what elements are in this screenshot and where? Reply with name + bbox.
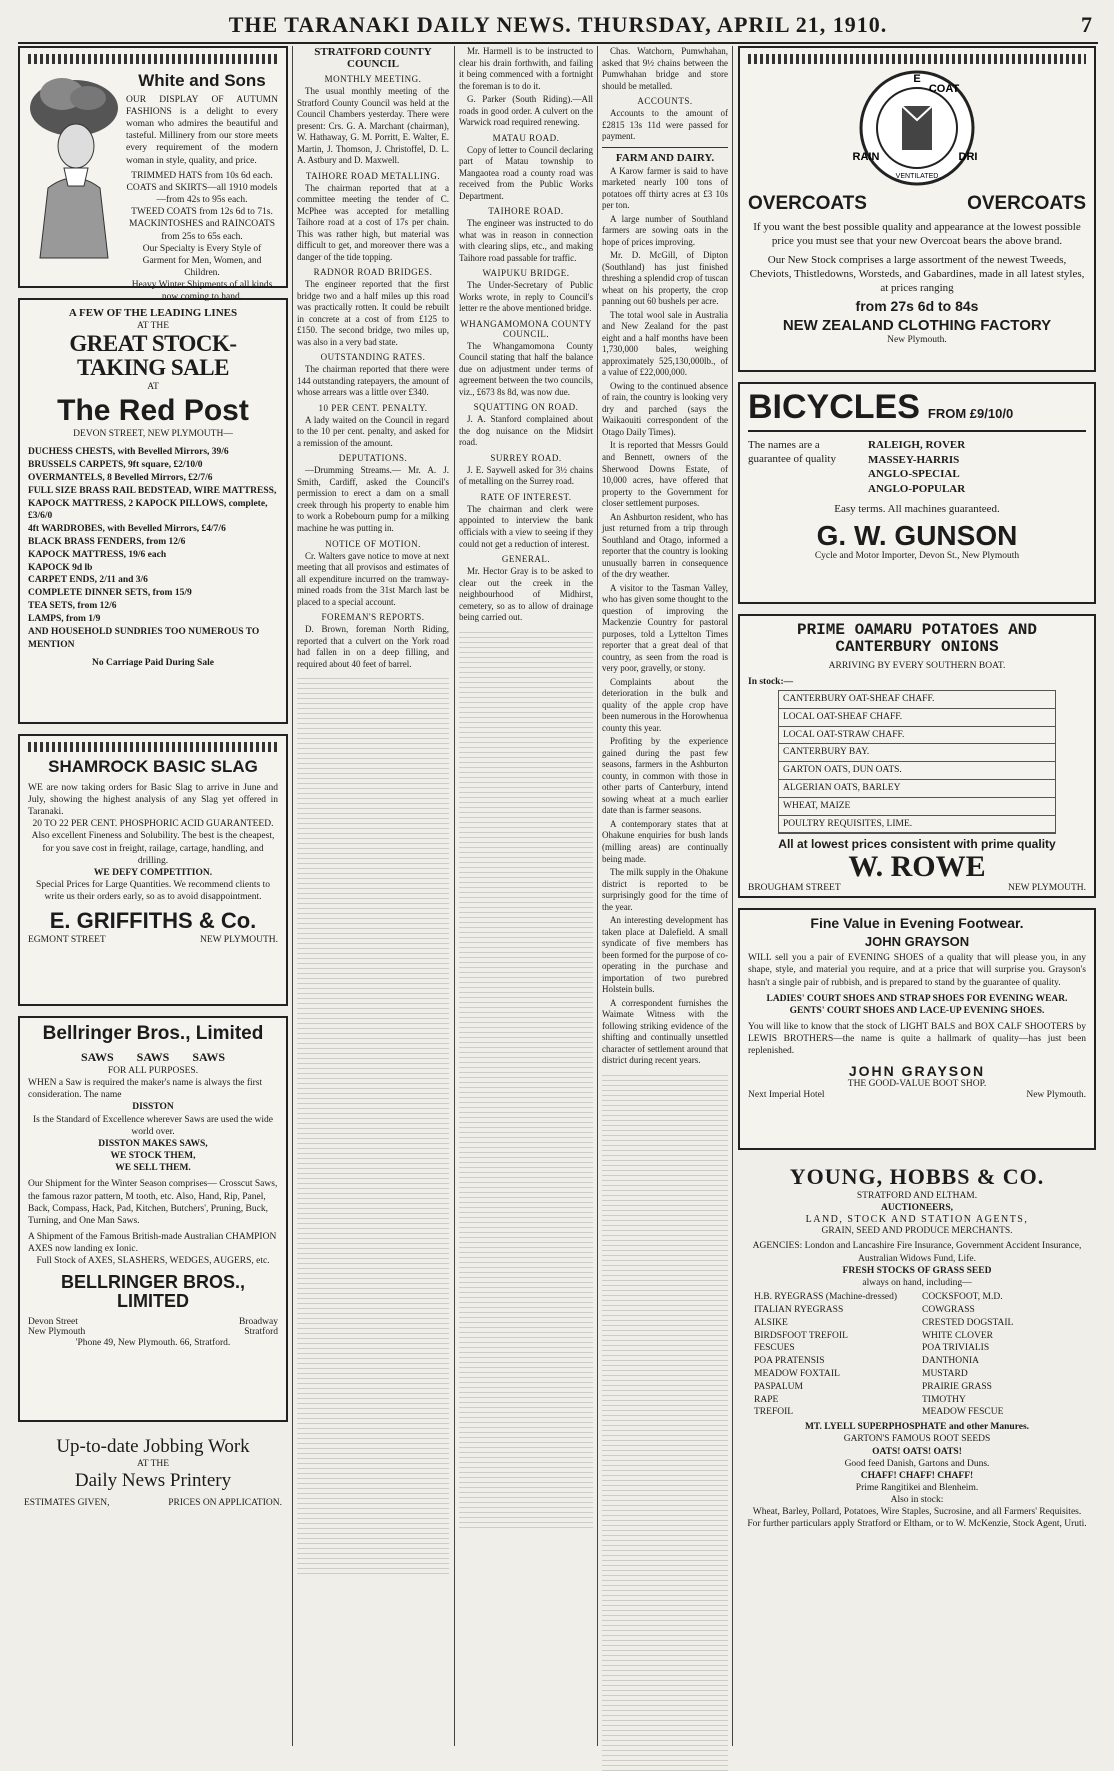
- article-subhead: WHANGAMOMONA COUNTY COUNCIL.: [460, 318, 592, 339]
- divider: [602, 147, 728, 148]
- article-subhead: GENERAL.: [501, 554, 551, 565]
- seed-item: H.B. RYEGRASS (Machine-dressed): [754, 1292, 898, 1303]
- seed-item: CRESTED DOGSTAIL: [922, 1317, 1014, 1328]
- article-paragraph: G. Parker (South Riding).—All roads in good order. A culvert on the Warwick road required renewing.: [459, 94, 593, 128]
- article-title: STRATFORD COUNTY COUNCIL: [314, 46, 432, 70]
- article-paragraph: The Whangamomona County Council stating that half the balance due on adjustment under terms of agreement between the two councils, viz., £673 8s 8d, was now due.: [459, 340, 593, 397]
- bellringer-champion: A Shipment of the Famous British-made Australian CHAMPION AXES now landing ex Ionic.: [28, 1231, 277, 1255]
- column-rule: [597, 46, 598, 1746]
- article-paragraph: A Karow farmer is said to have marketed nearly 100 tons of potatoes off thirty acres at £3 10s per ton.: [602, 165, 728, 211]
- nz-clothing-town: New Plymouth.: [887, 334, 947, 345]
- article-subhead: DEPUTATIONS.: [338, 453, 408, 464]
- white-sons-line: COATS and SKIRTS—all 1910 models—from 42s to 95s each.: [126, 182, 278, 206]
- raincoat-crest-icon: [842, 68, 992, 188]
- shamrock-more: Also excellent Fineness and Solubility. The best is the cheapest, for you save cost in freight, railage, cartage, handling, and drilling.: [31, 831, 275, 866]
- article-subhead: ACCOUNTS.: [637, 96, 693, 107]
- article-subhead: FOREMAN'S REPORTS.: [321, 612, 425, 623]
- shamrock-body: WE are now taking orders for Basic Slag to arrive in June and July, showing the highest analysis of any Slag yet offered in Taranaki.: [28, 782, 278, 818]
- seed-item: PRAIRIE GRASS: [922, 1381, 992, 1392]
- bellringer-sell: WE SELL THEM.: [115, 1163, 191, 1174]
- seed-list-right: [922, 1291, 1080, 1419]
- crest-right: DRI: [958, 151, 978, 163]
- bicycles-title: BICYCLES: [748, 388, 920, 426]
- article-subhead: NOTICE OF MOTION.: [325, 538, 421, 549]
- shamrock-title: SHAMROCK BASIC SLAG: [48, 757, 258, 776]
- footwear-title: Fine Value in Evening Footwear.: [810, 915, 1024, 931]
- crest-coat: COAT: [928, 83, 960, 95]
- oamaru-tagline: All at lowest prices consistent with prime quality: [778, 837, 1056, 852]
- decorative-border: [28, 742, 278, 752]
- rowe-name: W. ROWE: [848, 850, 986, 883]
- article-paragraph: The Under-Secretary of Public Works wrote, in reply to Council's letter re the above mentioned bridge.: [459, 280, 593, 314]
- article-subhead: TAIHORE ROAD METALLING.: [305, 170, 441, 181]
- jobbing-estimates: ESTIMATES GIVEN,: [24, 1498, 110, 1509]
- text-lines-texture: [459, 628, 593, 1528]
- white-sons-line: TWEED COATS from 12s 6d to 71s.: [131, 207, 273, 218]
- seed-item: TIMOTHY: [922, 1394, 966, 1405]
- article-subhead: RATE OF INTEREST.: [480, 491, 572, 502]
- bellringer-shipment: Our Shipment for the Winter Season comprises— Crosscut Saws, the famous razor pattern, M tooth, etc. Also, Hand, Rip, Panel, Back, Compass, Hack, Pad, Kitchen, Butchers', Pruning, Buck, Turning, and One Man Saws.: [28, 1179, 278, 1226]
- bellringer-phone: 'Phone 49, New Plymouth. 66, Stratford.: [75, 1338, 231, 1349]
- young-hobbs-also: Also in stock:: [890, 1495, 944, 1506]
- young-hobbs-oats: OATS! OATS! OATS!: [872, 1446, 962, 1457]
- seed-item: PASPALUM: [754, 1381, 803, 1392]
- column-5: [738, 46, 1096, 1746]
- griffiths-street: EGMONT STREET: [28, 934, 106, 945]
- young-hobbs-chaff: CHAFF! CHAFF! CHAFF!: [860, 1470, 974, 1481]
- column-2-article: [297, 46, 449, 1746]
- young-hobbs-sub2: AUCTIONEERS,: [880, 1203, 954, 1214]
- footwear-p1: WILL sell you a pair of EVENING SHOES of a quality that will please you, in any shape, style, and material you require, and at a price that will surprise you. Grayson's hasn't a single pair of rubbish, and is prepared to stand by the guarantee of quality.: [748, 953, 1086, 988]
- young-hobbs-ad: [738, 1160, 1096, 1535]
- column-rule: [454, 46, 455, 1746]
- nz-clothing-factory: NEW ZEALAND CLOTHING FACTORY: [782, 317, 1052, 335]
- red-post-item: DUCHESS CHESTS, with Bevelled Mirrors, 39/6: [28, 447, 229, 458]
- red-post-item: COMPLETE DINNER SETS, from 15/9: [28, 588, 192, 599]
- overcoats-price: from 27s 6d to 84s: [855, 298, 979, 315]
- bellringer-disston: DISSTON: [132, 1102, 174, 1113]
- jobbing-line2: Daily News Printery: [74, 1470, 232, 1492]
- oamaru-items: [778, 690, 1056, 835]
- column-rule: [732, 46, 733, 1746]
- red-post-headline: GREAT STOCK-TAKING SALE: [69, 331, 237, 381]
- oamaru-item: LOCAL OAT-SHEAF CHAFF.: [779, 709, 1055, 727]
- overcoats-heading-right: OVERCOATS: [967, 193, 1086, 214]
- bellringer-standard: Is the Standard of Excellence wherever Saws are used the wide world over.: [32, 1114, 274, 1137]
- article-subhead: SQUATTING ON ROAD.: [473, 402, 579, 413]
- decorative-border: [748, 54, 1086, 64]
- article-paragraph: A large number of Southland farmers are sowing oats in the hope of prices improving.: [602, 213, 728, 247]
- red-post-ad: [18, 298, 288, 724]
- seed-item: BIRDSFOOT TREFOIL: [754, 1330, 848, 1341]
- griffiths-town: NEW PLYMOUTH.: [199, 934, 278, 945]
- shamrock-defy: WE DEFY COMPETITION.: [93, 867, 213, 878]
- bellringer-purposes: FOR ALL PURPOSES.: [107, 1065, 199, 1076]
- white-sons-name: White and Sons: [138, 71, 266, 90]
- footwear-l2: GENTS' COURT SHOES AND LACE-UP EVENING SHOES.: [789, 1005, 1045, 1016]
- young-hobbs-sub1: STRATFORD AND ELTHAM.: [856, 1191, 978, 1201]
- red-post-at: AT: [147, 381, 159, 392]
- bellringer-stock: WE STOCK THEM,: [110, 1151, 196, 1162]
- seed-item: POA PRATENSIS: [754, 1356, 825, 1367]
- jobbing-prices: PRICES ON APPLICATION.: [168, 1498, 282, 1509]
- oamaru-instock: In stock:—: [748, 676, 794, 687]
- griffiths-name: E. GRIFFITHS & Co.: [49, 908, 257, 934]
- young-hobbs-lyell: MT. LYELL SUPERPHOSPHATE and other Manures.: [804, 1422, 1030, 1433]
- oamaru-item: CANTERBURY BAY.: [779, 744, 1055, 762]
- young-hobbs-sub4: GRAIN, SEED AND PRODUCE MERCHANTS.: [821, 1226, 1013, 1237]
- page-number: 7: [1081, 12, 1092, 37]
- article-paragraph: J. A. Stanford complained about the dog nuisance on the Midsirt road.: [459, 414, 593, 448]
- overcoats-heading-left: OVERCOATS: [748, 193, 867, 214]
- bicycle-brand: MASSEY-HARRIS: [868, 453, 960, 466]
- bicycle-brand: ANGLO-SPECIAL: [868, 468, 960, 481]
- shamrock-ad: [18, 734, 288, 1006]
- column-3-article: [459, 46, 593, 1746]
- article-paragraph: An Ashburton resident, who has just returned from a trip through Southland and Otago, informed a reporter that the country is looking unusually barren in consequence of the dry weather.: [602, 511, 728, 580]
- overcoats-p1: If you want the best possible quality and appearance at the lowest possible price you must see that your new Overcoat bears the above brand.: [753, 220, 1081, 248]
- article-paragraph: Copy of letter to Council declaring part of Matau township to Mangaotea road a county road was received from the Public Works Department.: [459, 144, 593, 201]
- white-sons-line: MACKINTOSHES and RAINCOATS from 25s to 65s each.: [128, 219, 276, 242]
- bellringer-axes: Full Stock of AXES, SLASHERS, WEDGES, AUGERS, etc.: [36, 1256, 270, 1267]
- shamrock-special: Special Prices for Large Quantities. We recommend clients to write us their orders early, so as to avoid disappointment.: [36, 880, 270, 903]
- seed-list-left: [754, 1291, 912, 1419]
- seed-item: POA TRIVIALIS: [922, 1343, 990, 1354]
- red-post-item: 4ft WARDROBES, with Bevelled Mirrors, £4/7/6: [28, 524, 226, 535]
- red-post-item: KAPOCK MATTRESS, 19/6 each: [28, 549, 167, 560]
- seed-item: ITALIAN RYEGRASS: [754, 1304, 844, 1315]
- article-paragraph: Mr. Harmell is to be instructed to clear his drain forthwith, and failing it being commenced with a fortnight the foreman is to do it.: [459, 46, 593, 91]
- article-subhead: OUTSTANDING RATES.: [320, 352, 426, 363]
- article-paragraph: D. Brown, foreman North Riding, reported that a culvert on the York road had fallen in on a deep filling, and required about 40 feet of barrel.: [297, 624, 449, 669]
- bellringer-footer-name: BELLRINGER BROS., LIMITED: [60, 1272, 245, 1312]
- red-post-at-the: AT THE: [136, 321, 170, 332]
- article-subtitle: MONTHLY MEETING.: [324, 74, 422, 84]
- red-post-item: FULL SIZE BRASS RAIL BEDSTEAD, WIRE MATTRESS, KAPOCK MATTRESS, 2 KAPOCK PILLOWS, complete, £3/6/0: [28, 485, 277, 522]
- young-hobbs-particulars: For further particulars apply Stratford or Eltham, or to W. McKenzie, Stock Agent, Uruti.: [747, 1519, 1087, 1530]
- lady-hat-illustration: [28, 68, 120, 258]
- red-post-item: OVERMANTELS, 8 Bevelled Mirrors, £2/7/6: [28, 472, 213, 483]
- seed-item: COWGRASS: [922, 1304, 975, 1315]
- text-lines-texture: [297, 674, 449, 1574]
- bellringer-np: New Plymouth: [28, 1327, 86, 1338]
- white-sons-intro: OUR DISPLAY OF AUTUMN FASHIONS is a delight to every woman who admires the beautiful and tasteful. Millinery from our store meets every requirement of the modern woman in style, quality, and price.: [126, 94, 278, 166]
- bellringer-makes: DISSTON MAKES SAWS,: [98, 1138, 208, 1149]
- oamaru-item: POULTRY REQUISITES, LIME.: [779, 816, 1055, 834]
- young-hobbs-fresh: FRESH STOCKS OF GRASS SEED: [842, 1265, 992, 1276]
- masthead-title: THE TARANAKI DAILY NEWS. THURSDAY, APRIL 21, 1910.: [228, 12, 888, 37]
- article-paragraph: Mr. Hector Gray is to be asked to clear out the creek in the neighbourhood of Midhirst, cemetery, so as to allow of drainage being carried out.: [459, 566, 593, 623]
- article-paragraph: A correspondent furnishes the Waimate Witness with the following striking evidence of the shifting and continually unsettled character of settlement around that district during recent years.: [602, 997, 728, 1066]
- article-paragraph: It is reported that Messrs Gould and Bennett, owners of the Sherwood Downs Estate, of 10,000 acres, have offered that property to the Government for closer settlement purposes.: [602, 440, 728, 509]
- article-paragraph: Mr. D. McGill, of Dipton (Southland) has just finished threshing a splendid crop of tuscan wheat on his property, the crop panning out 60 bushels per acre.: [602, 250, 728, 307]
- oamaru-arriving: ARRIVING BY EVERY SOUTHERN BOAT.: [828, 660, 1006, 671]
- oamaru-item: ALGERIAN OATS, BARLEY: [779, 780, 1055, 798]
- bicycles-from: FROM £9/10/0: [927, 406, 1014, 421]
- article-paragraph: The usual monthly meeting of the Stratford County Council was held at the Council Chambers yesterday. There were present: Crs. G. A. Marchant (chairman), W. Hathaway, G. M. Porritt, E. Walter, E. Martin, J. Thomson, J. Christoffel, D. L. A. Astbury and D. Maxwell.: [297, 86, 449, 166]
- bellringer-saws: SAWS SAWS SAWS: [80, 1049, 226, 1064]
- young-hobbs-danish: Good feed Danish, Gartons and Duns.: [844, 1458, 990, 1469]
- article-paragraph: Complaints about the deterioration in the bulk and quality of the apple crop have been numerous in the Horowhenua county this year.: [602, 676, 728, 733]
- footwear-town: New Plymouth.: [1026, 1090, 1086, 1101]
- article-paragraph: The chairman and clerk were appointed to interview the bank officials with a view to seeing if they could not get a reduction of interest.: [459, 503, 593, 549]
- article-paragraph: Profiting by the experience gained during the past few seasons, farmers in the Ashburton county, in common with those in other parts of Canterbury, intend sowing wheat at a much earlier date than is farmer seasons.: [602, 736, 728, 816]
- overcoats-ad: [738, 46, 1096, 372]
- article-paragraph: The chairman reported that there were 144 outstanding ratepayers, the amount of whose arrears was a little over £340.: [297, 364, 449, 398]
- footwear-ad: [738, 908, 1096, 1150]
- article-paragraph: An interesting development has taken place at Dalefield. A small syndicate of five members has been formed for the purpose of co-operating in the purchase and importation of two purebred Holstein bulls.: [602, 915, 728, 995]
- article-subhead: 10 PER CENT. PENALTY.: [318, 402, 428, 413]
- article-paragraph: The engineer was instructed to do what was in reason in connection with clearing slips, etc., and making Taihore road passable for traffic.: [459, 218, 593, 263]
- red-post-item: KAPOCK 9d lb: [28, 562, 93, 573]
- red-post-item: AND HOUSEHOLD SUNDRIES TOO NUMEROUS TO MENTION: [28, 626, 260, 650]
- article-paragraph: A visitor to the Tasman Valley, who has given some thought to the question of improving the Mackenzie Country for pastoral purposes, told a Lyttelton Times reporter that a great deal of that country, as seen from the road is very poor, gravelly, or stony.: [602, 582, 728, 674]
- gunson-name: G. W. GUNSON: [816, 520, 1018, 552]
- seed-item: DANTHONIA: [922, 1356, 979, 1367]
- young-hobbs-wheat: Wheat, Barley, Pollard, Potatoes, Wire Staples, Sucrosine, and all Farmers' Requisites.: [752, 1507, 1082, 1518]
- oamaru-ad: [738, 614, 1096, 898]
- footwear-next: Next Imperial Hotel: [748, 1090, 825, 1101]
- white-sons-line: Heavy Winter Shipments of all kinds now coming to hand.: [131, 280, 273, 303]
- masthead: [18, 8, 1098, 44]
- column-rule: [292, 46, 293, 1746]
- article-paragraph: —Drumming Streams.— Mr. A. J. Smith, Cardiff, asked the Council's permission to erect a dam on a small creek through his property to enable him to work a Robebourn pump for a milking machine he was putting in.: [297, 465, 449, 533]
- column-4-article: [602, 46, 728, 1746]
- article-subhead: WAIPUKU BRIDGE.: [482, 268, 570, 279]
- oamaru-item: CANTERBURY OAT-SHEAF CHAFF.: [779, 691, 1055, 709]
- jobbing-line1: Up-to-date Jobbing Work: [56, 1436, 250, 1457]
- rowe-town: NEW PLYMOUTH.: [1007, 882, 1086, 893]
- crest-bottom: VENTILATED: [895, 173, 939, 180]
- article-paragraph: Chas. Watchorn, Pumwhahan, asked that 9½ chains between the Pumwhahan bridge and store should be metalled.: [602, 46, 728, 91]
- bicycles-guarantee: The names are a guarantee of quality: [748, 438, 836, 465]
- seed-item: COCKSFOOT, M.D.: [922, 1292, 1003, 1303]
- bellringer-stratford: Stratford: [244, 1327, 278, 1338]
- young-hobbs-prime: Prime Rangitikei and Blenheim.: [855, 1483, 979, 1493]
- bicycle-brands: [868, 438, 1086, 497]
- red-post-kicker: A FEW OF THE LEADING LINES: [68, 307, 238, 319]
- decorative-border: [28, 54, 278, 64]
- footwear-p2: You will like to know that the stock of LIGHT BALS and BOX CALF SHOOTERS by LEWIS BROTHERS—the name is quite a hallmark of quality—has just been replenished.: [748, 1022, 1086, 1057]
- young-hobbs-title: YOUNG, HOBBS & CO.: [789, 1164, 1045, 1189]
- oamaru-item: WHEAT, MAIZE: [779, 798, 1055, 816]
- article-paragraph: Accounts to the amount of £2815 13s 11d were passed for payment.: [602, 108, 728, 142]
- seed-item: TREFOIL: [754, 1407, 794, 1418]
- red-post-item: BLACK BRASS FENDERS, from 12/6: [28, 537, 186, 548]
- young-hobbs-garton: GARTON'S FAMOUS ROOT SEEDS: [843, 1434, 991, 1445]
- white-sons-ad: [18, 46, 288, 303]
- bellringer-devon: Devon Street: [28, 1317, 78, 1328]
- young-hobbs-sub3: LAND, STOCK AND STATION AGENTS,: [805, 1214, 1029, 1226]
- column-1: [18, 46, 288, 1746]
- article-paragraph: The total wool sale in Australia and New Zealand for the past eight and a half months have been 1,730,000 bales, weighing approximately 525,130,000lb., of a value of £22,000,000.: [602, 309, 728, 378]
- farm-dairy-title: FARM AND DAIRY.: [615, 151, 715, 164]
- footwear-name-2: JOHN GRAYSON: [848, 1062, 986, 1079]
- article-paragraph: A lady waited on the Council in regard to the 10 per cent. penalty, and asked for a remission of the amount.: [297, 414, 449, 448]
- bellringer-when: WHEN a Saw is required the maker's name is always the first consideration. The name: [28, 1078, 263, 1101]
- article-subhead: TAIHORE ROAD.: [488, 206, 564, 217]
- bicycle-brand: ANGLO-POPULAR: [868, 483, 966, 496]
- bellringer-broadway: Broadway: [238, 1317, 278, 1328]
- red-post-item: LAMPS, from 1/9: [28, 613, 101, 624]
- oamaru-item: GARTON OATS, DUN OATS.: [779, 762, 1055, 780]
- young-hobbs-agencies: AGENCIES: London and Lancashire Fire Insurance, Government Accident Insurance, Australian Widows Fund, Life.: [752, 1241, 1082, 1264]
- text-lines-texture: [602, 1071, 728, 1771]
- seed-item: RAPE: [754, 1394, 779, 1405]
- bellringer-ad: [18, 1016, 288, 1422]
- shamrock-guarantee: 20 TO 22 PER CENT. PHOSPHORIC ACID GUARANTEED.: [32, 819, 274, 830]
- seed-item: ALSIKE: [754, 1317, 788, 1328]
- gunson-sub: Cycle and Motor Importer, Devon St., New Plymouth: [814, 551, 1020, 562]
- crest-top: E: [913, 73, 921, 85]
- article-subhead: RADNOR ROAD BRIDGES.: [313, 267, 433, 278]
- article-subhead: MATAU ROAD.: [492, 132, 560, 143]
- article-paragraph: Cr. Walters gave notice to move at next meeting that all provisos and estimates of all expenditure incurred on the tramway-mined roads from the 31st March last be placed to a special account.: [297, 550, 449, 607]
- white-sons-line: TRIMMED HATS from 10s 6d each.: [131, 170, 273, 181]
- red-post-item: BRUSSELS CARPETS, 9ft square, £2/10/0: [28, 460, 203, 471]
- white-sons-line: Our Specialty is Every Style of Garment for Men, Women, and Children.: [142, 243, 262, 279]
- article-subhead: SURREY ROAD.: [490, 452, 562, 463]
- article-paragraph: The milk supply in the Ohakune district is reported to be surprisingly good for the time of the year.: [602, 867, 728, 912]
- bellringer-title: Bellringer Bros., Limited: [42, 1023, 264, 1044]
- red-post-address: DEVON STREET, NEW PLYMOUTH—: [73, 429, 233, 440]
- overcoats-p2: Our New Stock comprises a large assortment of the newest Tweeds, Cheviots, Thistledowns, Worsteds, and Gabardines, made in all latest styles, at prices ranging: [749, 253, 1085, 295]
- oamaru-title: PRIME OAMARU POTATOES AND CANTERBURY ONIONS: [796, 621, 1038, 656]
- crest-left: RAIN: [852, 151, 880, 163]
- red-post-item: TEA SETS, from 12/6: [28, 601, 117, 612]
- jobbing-at-the: AT THE: [136, 1459, 170, 1469]
- footwear-store: THE GOOD-VALUE BOOT SHOP.: [847, 1079, 987, 1090]
- article-paragraph: A contemporary states that at Ohakune enquiries for bush lands (milling areas) are continually being made.: [602, 818, 728, 864]
- bicycles-terms: Easy terms. All machines guaranteed.: [834, 503, 1000, 516]
- article-paragraph: The engineer reported that the first bridge two and a half miles up this road was practically rotten. It could be rebuilt in concrete at a cost of from £125 to £150. The second bridge, two miles up, was also in a very bad state.: [297, 279, 449, 347]
- bicycles-ad: [738, 382, 1096, 604]
- red-post-item: CARPET ENDS, 2/11 and 3/6: [28, 575, 148, 586]
- footwear-l1: LADIES' COURT SHOES AND STRAP SHOES FOR EVENING WEAR.: [766, 993, 1068, 1004]
- oamaru-item: LOCAL OAT-STRAW CHAFF.: [779, 727, 1055, 745]
- bicycle-brand: RALEIGH, ROVER: [868, 438, 966, 451]
- seed-item: MEADOW FESCUE: [922, 1407, 1004, 1418]
- seed-item: MUSTARD: [922, 1368, 968, 1379]
- red-post-store: The Red Post: [57, 393, 249, 427]
- red-post-items: [28, 446, 278, 651]
- footwear-name: JOHN GRAYSON: [864, 933, 970, 949]
- red-post-footer: No Carriage Paid During Sale: [92, 658, 214, 669]
- rowe-street: BROUGHAM STREET: [748, 882, 841, 893]
- young-hobbs-always: always on hand, including—: [862, 1277, 972, 1288]
- seed-item: MEADOW FOXTAIL: [754, 1368, 840, 1379]
- jobbing-ad: [18, 1432, 288, 1512]
- article-paragraph: The chairman reported that at a committee meeting the tender of C. McPhee was accepted for metalling Taihore road at a cost of 17s per chain. This was rather high, but material was difficult to get, and moreover there was a danger of the tide topping.: [297, 182, 449, 262]
- seed-item: WHITE CLOVER: [922, 1330, 993, 1341]
- article-paragraph: J. E. Saywell asked for 3½ chains of metalling on the Surrey road.: [459, 464, 593, 487]
- article-paragraph: Owing to the continued absence of rain, the country is looking very dry and parched (says the Waikaouiti correspondent of the Otago Daily Times).: [602, 380, 728, 437]
- seed-item: FESCUES: [754, 1343, 795, 1354]
